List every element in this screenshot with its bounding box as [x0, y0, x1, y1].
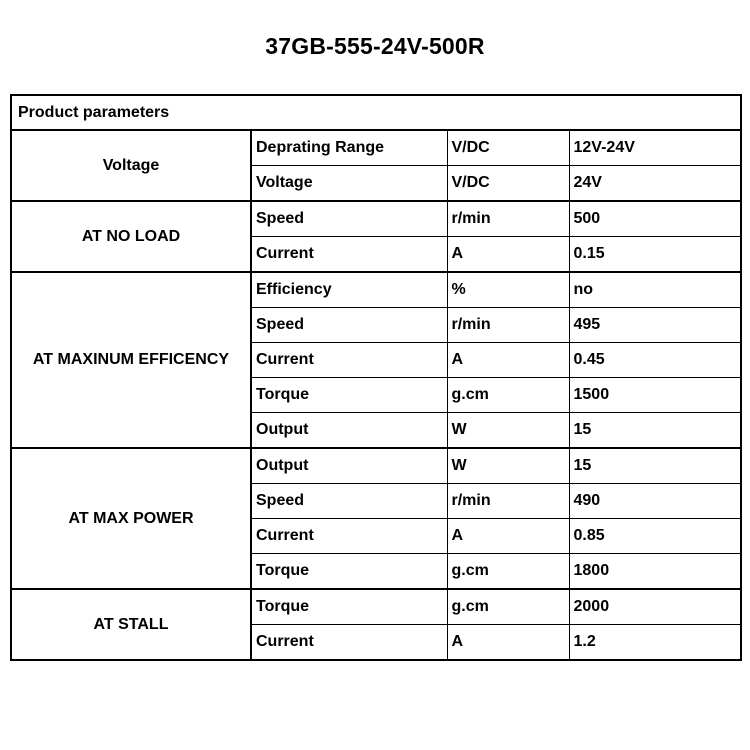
parameter-cell: Current	[251, 237, 447, 273]
unit-cell: A	[447, 625, 569, 661]
value-cell: 15	[569, 413, 741, 449]
unit-cell: W	[447, 448, 569, 484]
condition-group-label: AT MAXINUM EFFICENCY	[11, 272, 251, 448]
table-row	[11, 272, 741, 308]
value-cell: 0.15	[569, 237, 741, 273]
value-cell: 0.85	[569, 519, 741, 554]
parameter-cell: Speed	[251, 484, 447, 519]
value-cell: 500	[569, 201, 741, 237]
value-cell: 2000	[569, 589, 741, 625]
value-cell: 24V	[569, 166, 741, 202]
unit-cell: r/min	[447, 201, 569, 237]
condition-group-label: AT NO LOAD	[11, 201, 251, 272]
value-cell: 490	[569, 484, 741, 519]
condition-group-label: AT MAX POWER	[11, 448, 251, 589]
parameter-cell: Voltage	[251, 166, 447, 202]
value-cell: no	[569, 272, 741, 308]
table-row	[11, 201, 741, 237]
parameter-cell: Efficiency	[251, 272, 447, 308]
parameter-cell: Output	[251, 448, 447, 484]
parameter-cell: Current	[251, 625, 447, 661]
value-cell: 12V-24V	[569, 130, 741, 166]
unit-cell: %	[447, 272, 569, 308]
parameter-cell: Torque	[251, 378, 447, 413]
condition-group-label: Voltage	[11, 130, 251, 201]
parameter-cell: Current	[251, 343, 447, 378]
unit-cell: V/DC	[447, 166, 569, 202]
product-parameters-table	[10, 94, 742, 661]
value-cell: 1500	[569, 378, 741, 413]
parameter-cell: Speed	[251, 201, 447, 237]
value-cell: 1800	[569, 554, 741, 590]
table-row	[11, 130, 741, 166]
unit-cell: g.cm	[447, 589, 569, 625]
page-title: 37GB-555-24V-500R	[265, 33, 485, 59]
value-cell: 495	[569, 308, 741, 343]
value-cell: 1.2	[569, 625, 741, 661]
table-body	[11, 95, 741, 660]
unit-cell: r/min	[447, 308, 569, 343]
table-header: Product parameters	[11, 95, 741, 130]
unit-cell: W	[447, 413, 569, 449]
unit-cell: g.cm	[447, 554, 569, 590]
parameter-cell: Speed	[251, 308, 447, 343]
table-row	[11, 448, 741, 484]
value-cell: 15	[569, 448, 741, 484]
unit-cell: A	[447, 343, 569, 378]
value-cell: 0.45	[569, 343, 741, 378]
condition-group-label: AT STALL	[11, 589, 251, 660]
parameter-cell: Torque	[251, 589, 447, 625]
unit-cell: V/DC	[447, 130, 569, 166]
unit-cell: A	[447, 237, 569, 273]
unit-cell: A	[447, 519, 569, 554]
unit-cell: g.cm	[447, 378, 569, 413]
parameter-cell: Deprating Range	[251, 130, 447, 166]
parameter-cell: Torque	[251, 554, 447, 590]
parameter-cell: Current	[251, 519, 447, 554]
table-row	[11, 589, 741, 625]
table-header-row	[11, 95, 741, 130]
parameter-cell: Output	[251, 413, 447, 449]
unit-cell: r/min	[447, 484, 569, 519]
